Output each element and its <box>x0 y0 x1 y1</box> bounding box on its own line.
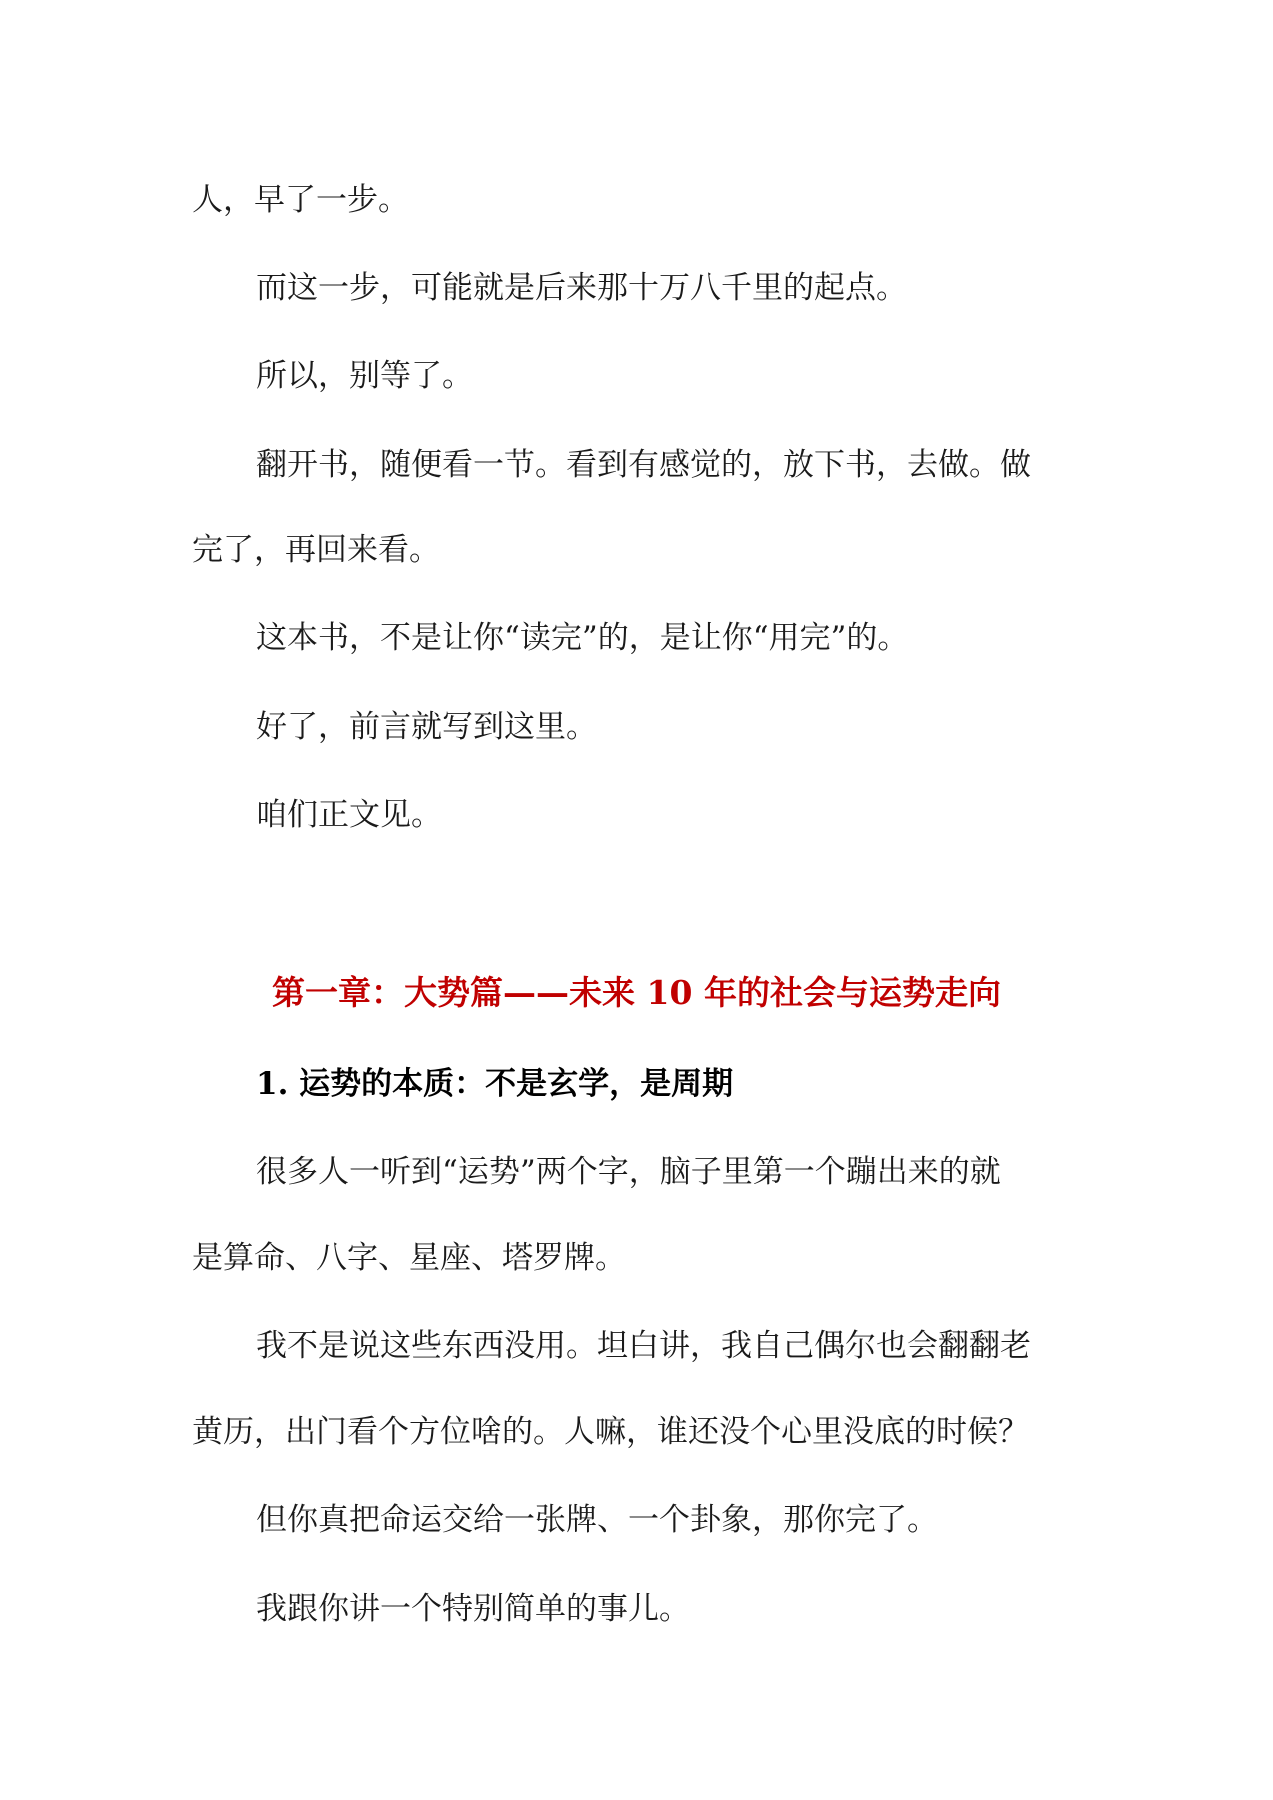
paragraph-line: 完了，再回来看。 <box>192 532 440 568</box>
paragraph-line: 咱们正文见。 <box>256 797 442 833</box>
section-title: 1. 运势的本质：不是玄学，是周期 <box>256 1066 734 1102</box>
paragraph-line: 我跟你讲一个特别简单的事儿。 <box>256 1591 690 1627</box>
paragraph-line: 翻开书，随便看一节。看到有感觉的，放下书，去做。做 <box>256 447 1031 483</box>
paragraph-line: 黄历，出门看个方位啥的。人嘛，谁还没个心里没底的时候？ <box>192 1414 1029 1450</box>
paragraph-line: 而这一步，可能就是后来那十万八千里的起点。 <box>256 270 907 306</box>
paragraph-line: 很多人一听到“运势”两个字，脑子里第一个蹦出来的就 <box>256 1154 1001 1190</box>
paragraph-line: 人，早了一步。 <box>192 182 409 218</box>
paragraph-line: 我不是说这些东西没用。坦白讲，我自己偶尔也会翻翻老 <box>256 1328 1031 1364</box>
paragraph-line: 所以，别等了。 <box>256 358 473 394</box>
paragraph-line: 这本书，不是让你“读完”的，是让你“用完”的。 <box>256 620 909 656</box>
paragraph-line: 是算命、八字、星座、塔罗牌。 <box>192 1240 626 1276</box>
paragraph-line: 好了，前言就写到这里。 <box>256 709 597 745</box>
paragraph-line: 但你真把命运交给一张牌、一个卦象，那你完了。 <box>256 1502 938 1538</box>
chapter-title: 第一章：大势篇——未来 10 年的社会与运势走向 <box>272 973 1001 1012</box>
